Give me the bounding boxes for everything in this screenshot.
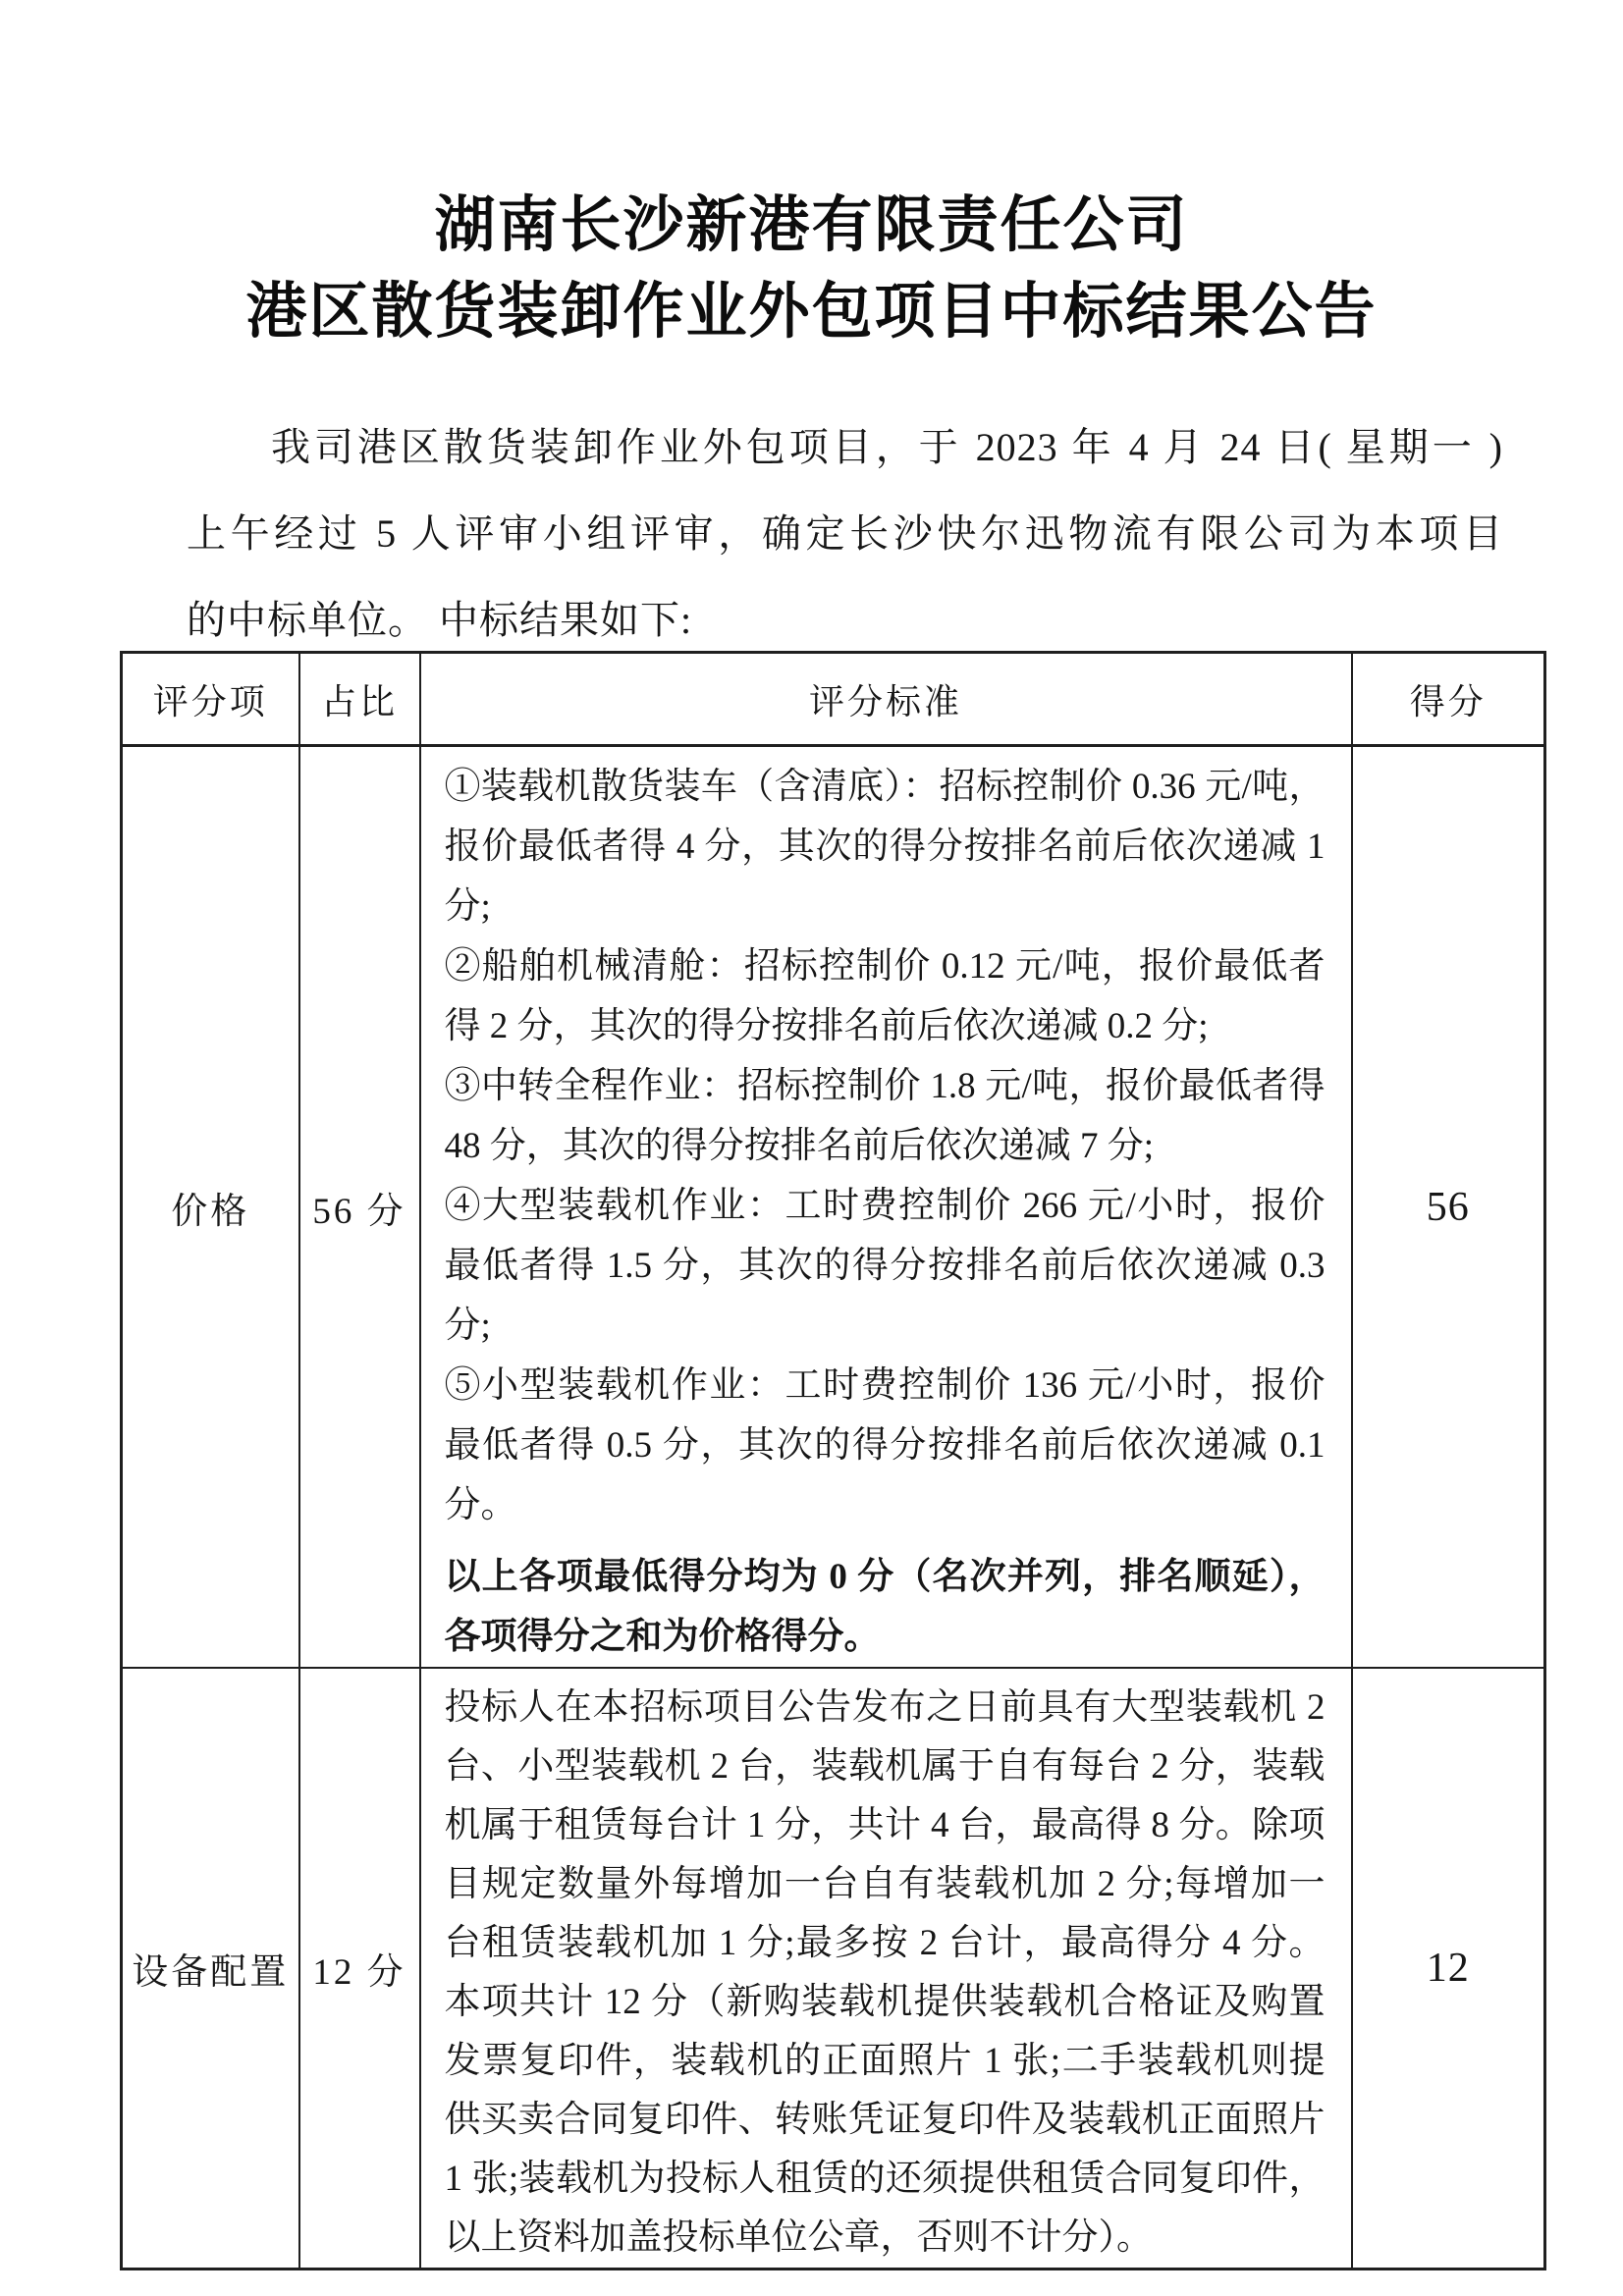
criteria-equipment-text: 投标人在本招标项目公告发布之日前具有大型装载机 2 台、小型装载机 2 台，装载机属于自有每台 2 分，装载机属于租赁每台计 1 分，共计 4 台，最高得 8 分。除项目规定数量外每增加一台自有装载机加 2 分;每增加一台租赁装载机加 1 分;最多按 2 台计，最高得分 4 分。本项共计 12 分（新购装载机提供装载机合格证及购置发票复印件，装载机的正面照片 1 张;二手装载机则提供买卖合同复印件、转账凭证复印件及装载机正面照片 1 张;装载机为投标人租赁的还须提供租赁合同复印件，以上资料加盖投标单位公章，否则不计分）。 [444, 1687, 1325, 2258]
criteria-item-2: ②船舶机械清舱：招标控制价 0.12 元/吨，报价最低者得 2 分，其次的得分按排名前后依次递减 0.2 分; [444, 946, 1325, 1046]
cell-criteria-price [420, 746, 1352, 1669]
table-header-row [122, 653, 1545, 746]
scoring-table [120, 651, 1546, 2270]
title-line-2: 港区散货装卸作业外包项目中标结果公告 [245, 279, 1378, 346]
cell-item-equipment: 设备配置 [122, 1668, 299, 2269]
table-row-equipment [122, 1668, 1545, 2269]
header-weight: 占比 [299, 653, 420, 746]
criteria-item-5: ⑤小型装载机作业：工时费控制价 136 元/小时，报价最低者得 0.5 分，其次的得分按排名前后依次递减 0.1 分。 [444, 1365, 1325, 1525]
intro-line-1: 我司港区散货装卸作业外包项目，于 2023 年 4 月 24 日( 星期一 ) [271, 425, 1503, 469]
title-line-1: 湖南长沙新港有限责任公司 [434, 192, 1189, 259]
criteria-item-3: ③中转全程作业：招标控制价 1.8 元/吨，报价最低者得 48 分，其次的得分按排名前后依次递减 7 分; [444, 1066, 1325, 1166]
table-row-price [122, 746, 1545, 1669]
header-score: 得分 [1352, 653, 1545, 746]
document-title [0, 183, 1623, 355]
intro-paragraph [187, 404, 1503, 664]
cell-weight-equipment: 12 分 [299, 1668, 420, 2269]
intro-line-2: 上午经过 5 人评审小组评审，确定长沙快尔迅物流有限公司为本项目 [187, 511, 1503, 556]
header-scoring-item: 评分项 [122, 653, 299, 746]
cell-score-price: 56 [1352, 746, 1545, 1669]
cell-criteria-equipment [420, 1668, 1352, 2269]
intro-line-3: 的中标单位。 中标结果如下: [187, 598, 693, 642]
cell-weight-price: 56 分 [299, 746, 420, 1669]
header-criteria: 评分标准 [420, 653, 1352, 746]
cell-score-equipment: 12 [1352, 1668, 1545, 2269]
criteria-note: 以上各项最低得分均为 0 分（名次并列，排名顺延），各项得分之和为价格得分。 [444, 1557, 1325, 1657]
criteria-item-1: ①装载机散货装车（含清底）：招标控制价 0.36 元/吨，报价最低者得 4 分，其次的得分按排名前后依次递减 1 分; [444, 767, 1325, 927]
cell-item-price: 价格 [122, 746, 299, 1669]
criteria-item-4: ④大型装载机作业：工时费控制价 266 元/小时，报价最低者得 1.5 分，其次的得分按排名前后依次递减 0.3 分; [444, 1186, 1325, 1346]
